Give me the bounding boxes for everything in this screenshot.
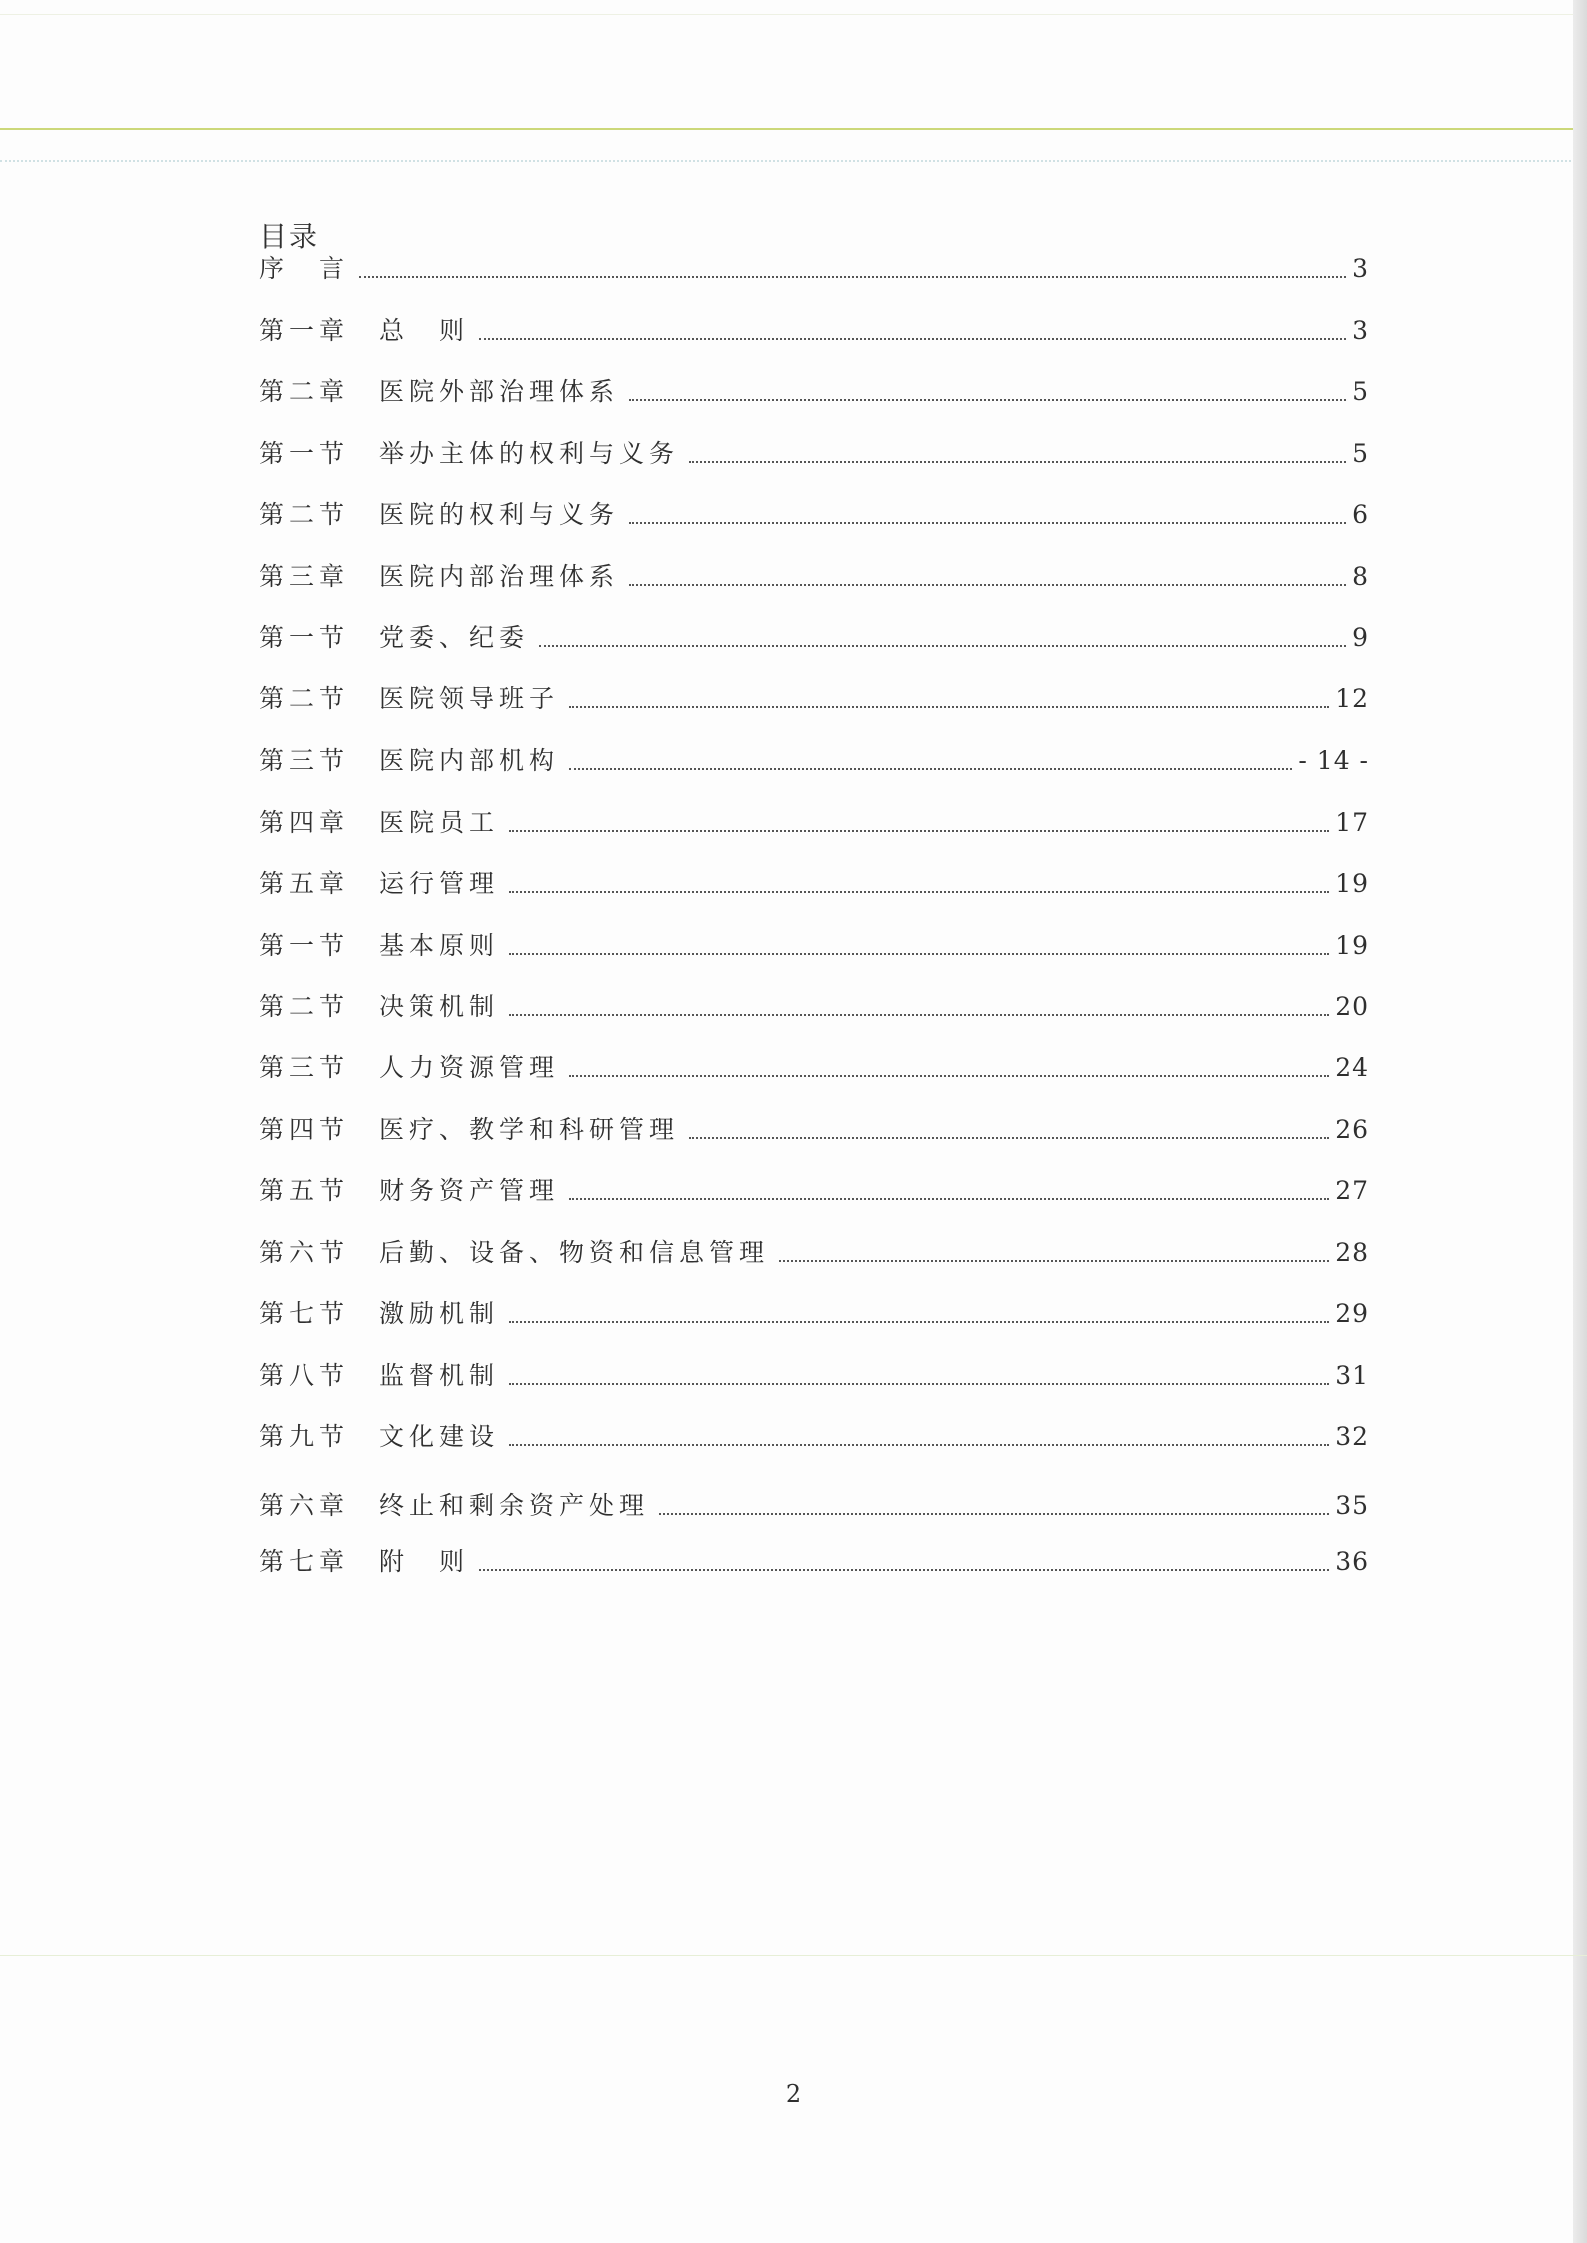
toc-entry-chapter-3-section-2[interactable] [259, 682, 1369, 716]
dot-leader [629, 522, 1346, 524]
toc-entry-chapter-2-section-1[interactable] [259, 437, 1369, 471]
footer-rule [0, 1955, 1587, 1956]
toc-entry-page: 32 [1335, 1422, 1369, 1451]
dot-leader [509, 1014, 1329, 1016]
toc-entry-page: 8 [1352, 562, 1369, 591]
toc-entry-label: 第五章 运行管理 [259, 869, 500, 898]
dot-leader [479, 338, 1346, 340]
toc-entry-label: 第四节 医疗、教学和科研管理 [259, 1115, 680, 1144]
toc-entry-page: 6 [1352, 500, 1369, 529]
toc-entry-page: 3 [1352, 254, 1369, 283]
dot-leader [629, 584, 1346, 586]
dot-leader [779, 1260, 1329, 1262]
toc-entry-label: 序 言 [259, 254, 350, 283]
header-rule [0, 128, 1580, 130]
toc-entry-chapter-5[interactable] [259, 867, 1369, 901]
dot-leader [569, 706, 1329, 708]
toc-entry-label: 第九节 文化建设 [259, 1422, 500, 1451]
toc-entry-chapter-5-section-4[interactable] [259, 1113, 1369, 1147]
toc-entry-page: 28 [1335, 1238, 1369, 1267]
toc-entry-chapter-1[interactable] [259, 314, 1369, 348]
dot-leader [479, 1569, 1329, 1571]
dot-leader [539, 645, 1346, 647]
toc-entry-label: 第三节 人力资源管理 [259, 1053, 560, 1082]
toc-entry-label: 第三节 医院内部机构 [259, 746, 560, 775]
toc-entry-page: 3 [1352, 316, 1369, 345]
toc-entry-label: 第五节 财务资产管理 [259, 1176, 560, 1205]
toc-entry-page: 35 [1335, 1491, 1369, 1520]
toc-entry-label: 第二章 医院外部治理体系 [259, 377, 620, 406]
scan-edge-shadow [1573, 0, 1587, 2243]
dot-leader [689, 1137, 1329, 1139]
toc-entry-chapter-3-section-1[interactable] [259, 621, 1369, 655]
page-number: 2 [785, 2080, 802, 2108]
dot-leader [509, 953, 1329, 955]
toc-entry-label: 第二节 医院的权利与义务 [259, 500, 620, 529]
toc-entry-label: 第六章 终止和剩余资产处理 [259, 1491, 650, 1520]
table-of-contents [259, 218, 1369, 1576]
dot-leader [629, 399, 1346, 401]
dot-leader [509, 891, 1329, 893]
toc-entry-chapter-2[interactable] [259, 375, 1369, 409]
toc-entry-page: 19 [1335, 869, 1369, 898]
toc-entry-chapter-5-section-5[interactable] [259, 1174, 1369, 1208]
toc-entry-page: 31 [1335, 1361, 1369, 1390]
toc-entry-chapter-5-section-3[interactable] [259, 1051, 1369, 1085]
toc-entry-label: 第二节 医院领导班子 [259, 684, 560, 713]
toc-entry-chapter-5-section-7[interactable] [259, 1297, 1369, 1331]
toc-entry-label: 第四章 医院员工 [259, 808, 500, 837]
toc-entry-label: 第一章 总 则 [259, 316, 470, 345]
dot-leader [509, 1321, 1329, 1323]
toc-entry-page: 5 [1352, 439, 1369, 468]
toc-entry-label: 第七节 激励机制 [259, 1299, 500, 1328]
dot-leader [359, 276, 1346, 278]
toc-entry-label: 第六节 后勤、设备、物资和信息管理 [259, 1238, 770, 1267]
toc-entry-page: 5 [1352, 377, 1369, 406]
toc-entry-chapter-2-section-2[interactable] [259, 498, 1369, 532]
toc-entry-page: - 14 - [1298, 746, 1369, 775]
toc-entry-label: 第二节 决策机制 [259, 992, 500, 1021]
dot-leader [569, 768, 1292, 770]
toc-entry-page: 27 [1335, 1176, 1369, 1205]
toc-entry-page: 36 [1335, 1547, 1369, 1576]
header-dotted-rule [0, 160, 1587, 162]
dot-leader [569, 1198, 1329, 1200]
toc-entry-page: 19 [1335, 931, 1369, 960]
toc-entry-chapter-7[interactable] [259, 1545, 1369, 1579]
toc-entry-page: 26 [1335, 1115, 1369, 1144]
header-top-rule [0, 14, 1587, 15]
toc-entry-label: 第一节 举办主体的权利与义务 [259, 439, 680, 468]
toc-entry-chapter-5-section-9[interactable] [259, 1420, 1369, 1454]
toc-entry-label: 第八节 监督机制 [259, 1361, 500, 1390]
toc-entry-chapter-3-section-3[interactable] [259, 744, 1369, 778]
toc-entry-chapter-5-section-1[interactable] [259, 929, 1369, 963]
toc-entry-preface[interactable] [259, 252, 1369, 286]
toc-entry-page: 24 [1335, 1053, 1369, 1082]
toc-entry-page: 17 [1335, 808, 1369, 837]
toc-entry-chapter-4[interactable] [259, 806, 1369, 840]
toc-entry-label: 第三章 医院内部治理体系 [259, 562, 620, 591]
dot-leader [569, 1075, 1329, 1077]
toc-entry-chapter-3[interactable] [259, 560, 1369, 594]
toc-entry-page: 20 [1335, 992, 1369, 1021]
dot-leader [509, 830, 1329, 832]
toc-entry-label: 第一节 基本原则 [259, 931, 500, 960]
toc-entry-page: 12 [1335, 684, 1369, 713]
dot-leader [509, 1383, 1329, 1385]
toc-entry-chapter-6[interactable] [259, 1489, 1369, 1523]
toc-entry-page: 29 [1335, 1299, 1369, 1328]
dot-leader [659, 1513, 1329, 1515]
dot-leader [689, 461, 1346, 463]
toc-title: 目录 [259, 220, 320, 253]
toc-entry-chapter-5-section-6[interactable] [259, 1236, 1369, 1270]
toc-entry-page: 9 [1352, 623, 1369, 652]
toc-entry-chapter-5-section-8[interactable] [259, 1359, 1369, 1393]
toc-entry-label: 第一节 党委、纪委 [259, 623, 530, 652]
toc-entry-chapter-5-section-2[interactable] [259, 990, 1369, 1024]
toc-entry-label: 第七章 附 则 [259, 1547, 470, 1576]
dot-leader [509, 1444, 1329, 1446]
